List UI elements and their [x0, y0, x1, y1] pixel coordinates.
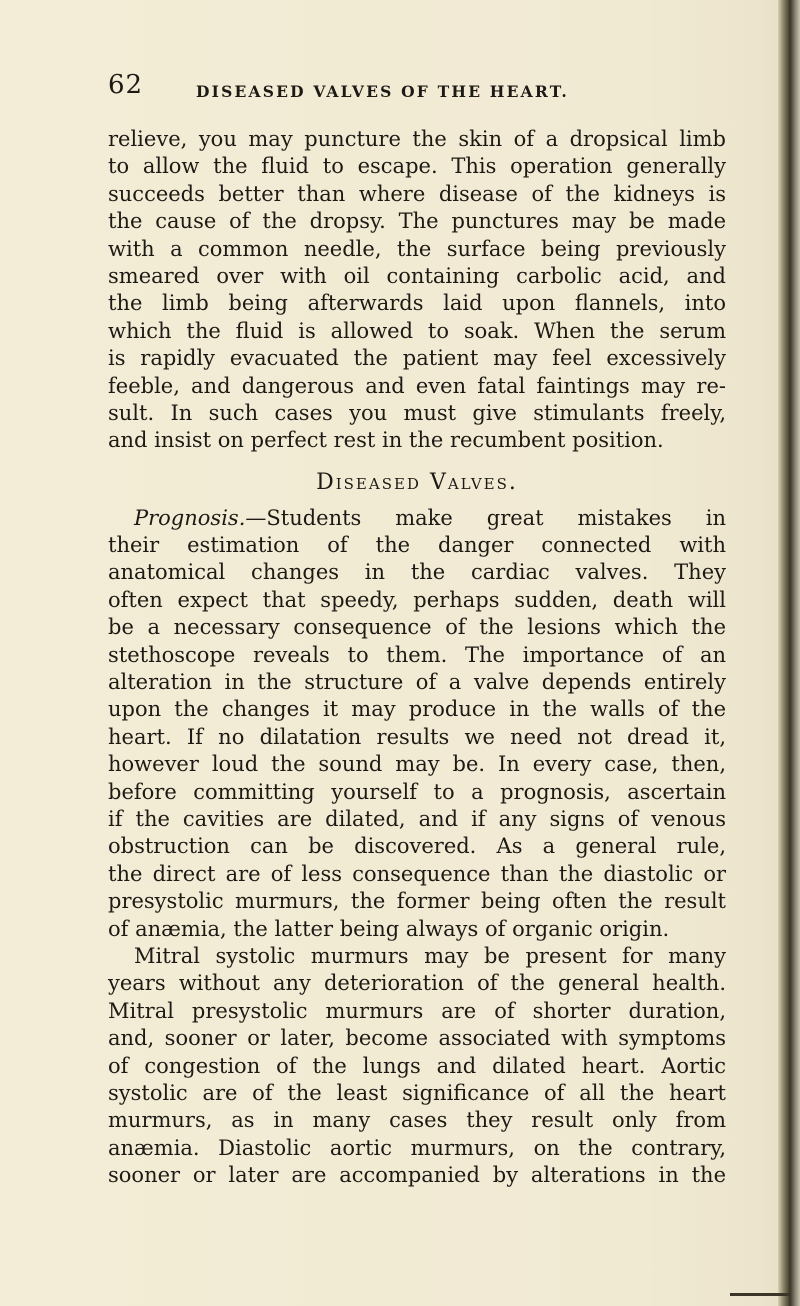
text-line: stethoscope reveals to them. The importance of an: [108, 642, 726, 667]
text-line: which the fluid is allowed to soak. When the serum: [108, 318, 726, 343]
text-line: anatomical changes in the cardiac valves. They: [108, 560, 726, 585]
paragraph-continuation: [108, 126, 726, 455]
text-line: with a common needle, the surface being previously: [108, 236, 726, 261]
text-line: sooner or later are accompanied by alterations in the: [108, 1163, 726, 1188]
paragraph-murmurs: [108, 943, 726, 1190]
text-line: before committing yourself to a prognosis, ascertain: [108, 779, 726, 804]
text-line: Mitral systolic murmurs may be present for many: [134, 943, 726, 968]
prognosis-line-rest: —Students make great mistakes in: [245, 505, 726, 530]
text-line: the limb being afterwards laid upon flannels, into: [108, 291, 726, 316]
text-line: murmurs, as in many cases they result only from: [108, 1108, 726, 1133]
paragraph-prognosis: [108, 505, 726, 943]
running-head-title: DISEASED VALVES OF THE HEART.: [196, 82, 570, 101]
running-head: [108, 70, 728, 110]
text-line: anæmia. Diastolic aortic murmurs, on the contrary,: [108, 1135, 726, 1160]
text-line: systolic are of the least significance of all the heart: [108, 1080, 726, 1105]
page-edge-shadow: [778, 0, 800, 1306]
text-line: and, sooner or later, become associated with symptoms: [108, 1026, 726, 1051]
text-line: smeared over with oil containing carbolic acid, and: [108, 263, 726, 288]
prognosis-label: Prognosis.: [134, 505, 246, 530]
text-line: alteration in the structure of a valve depends entirely: [108, 670, 726, 695]
text-line: relieve, you may puncture the skin of a dropsical limb: [108, 127, 726, 151]
text-line: to allow the fluid to escape. This operation generally: [108, 154, 726, 179]
text-line: is rapidly evacuated the patient may feel excessively: [108, 346, 726, 371]
text-line: years without any deterioration of the general health.: [108, 971, 726, 996]
text-line: heart. If no dilatation results we need not dread it,: [108, 724, 726, 749]
text-line: obstruction can be discovered. As a general rule,: [108, 834, 726, 859]
text-line: [108, 505, 726, 532]
text-line: succeeds better than where disease of the kidneys is: [108, 181, 726, 206]
text-line: their estimation of the danger connected with: [108, 533, 726, 558]
text-line: of anæmia, the latter being always of organic origin.: [108, 916, 670, 941]
text-line: if the cavities are dilated, and if any signs of venous: [108, 806, 726, 831]
text-line: be a necessary consequence of the lesions which the: [108, 615, 726, 640]
text-line: however loud the sound may be. In every case, then,: [108, 752, 726, 777]
text-line: the cause of the dropsy. The punctures may be made: [108, 209, 726, 234]
section-heading: Diseased Valves.: [316, 469, 518, 495]
body-text: [108, 126, 726, 1189]
text-line: of congestion of the lungs and dilated heart. Aortic: [108, 1053, 726, 1078]
text-line: presystolic murmurs, the former being often the result: [108, 889, 726, 914]
text-line: sult. In such cases you must give stimulants freely,: [108, 400, 726, 425]
page-edge-mark: [730, 1293, 790, 1296]
text-line: feeble, and dangerous and even fatal faintings may re-: [108, 373, 726, 398]
page-number: 62: [108, 70, 144, 100]
text-line: often expect that speedy, perhaps sudden, death will: [108, 587, 726, 612]
text-line: the direct are of less consequence than the diastolic or: [108, 861, 726, 886]
text-line: and insist on perfect rest in the recumbent position.: [108, 428, 664, 453]
text-line: upon the changes it may produce in the walls of the: [108, 697, 726, 722]
text-line: Mitral presystolic murmurs are of shorter duration,: [108, 998, 726, 1023]
